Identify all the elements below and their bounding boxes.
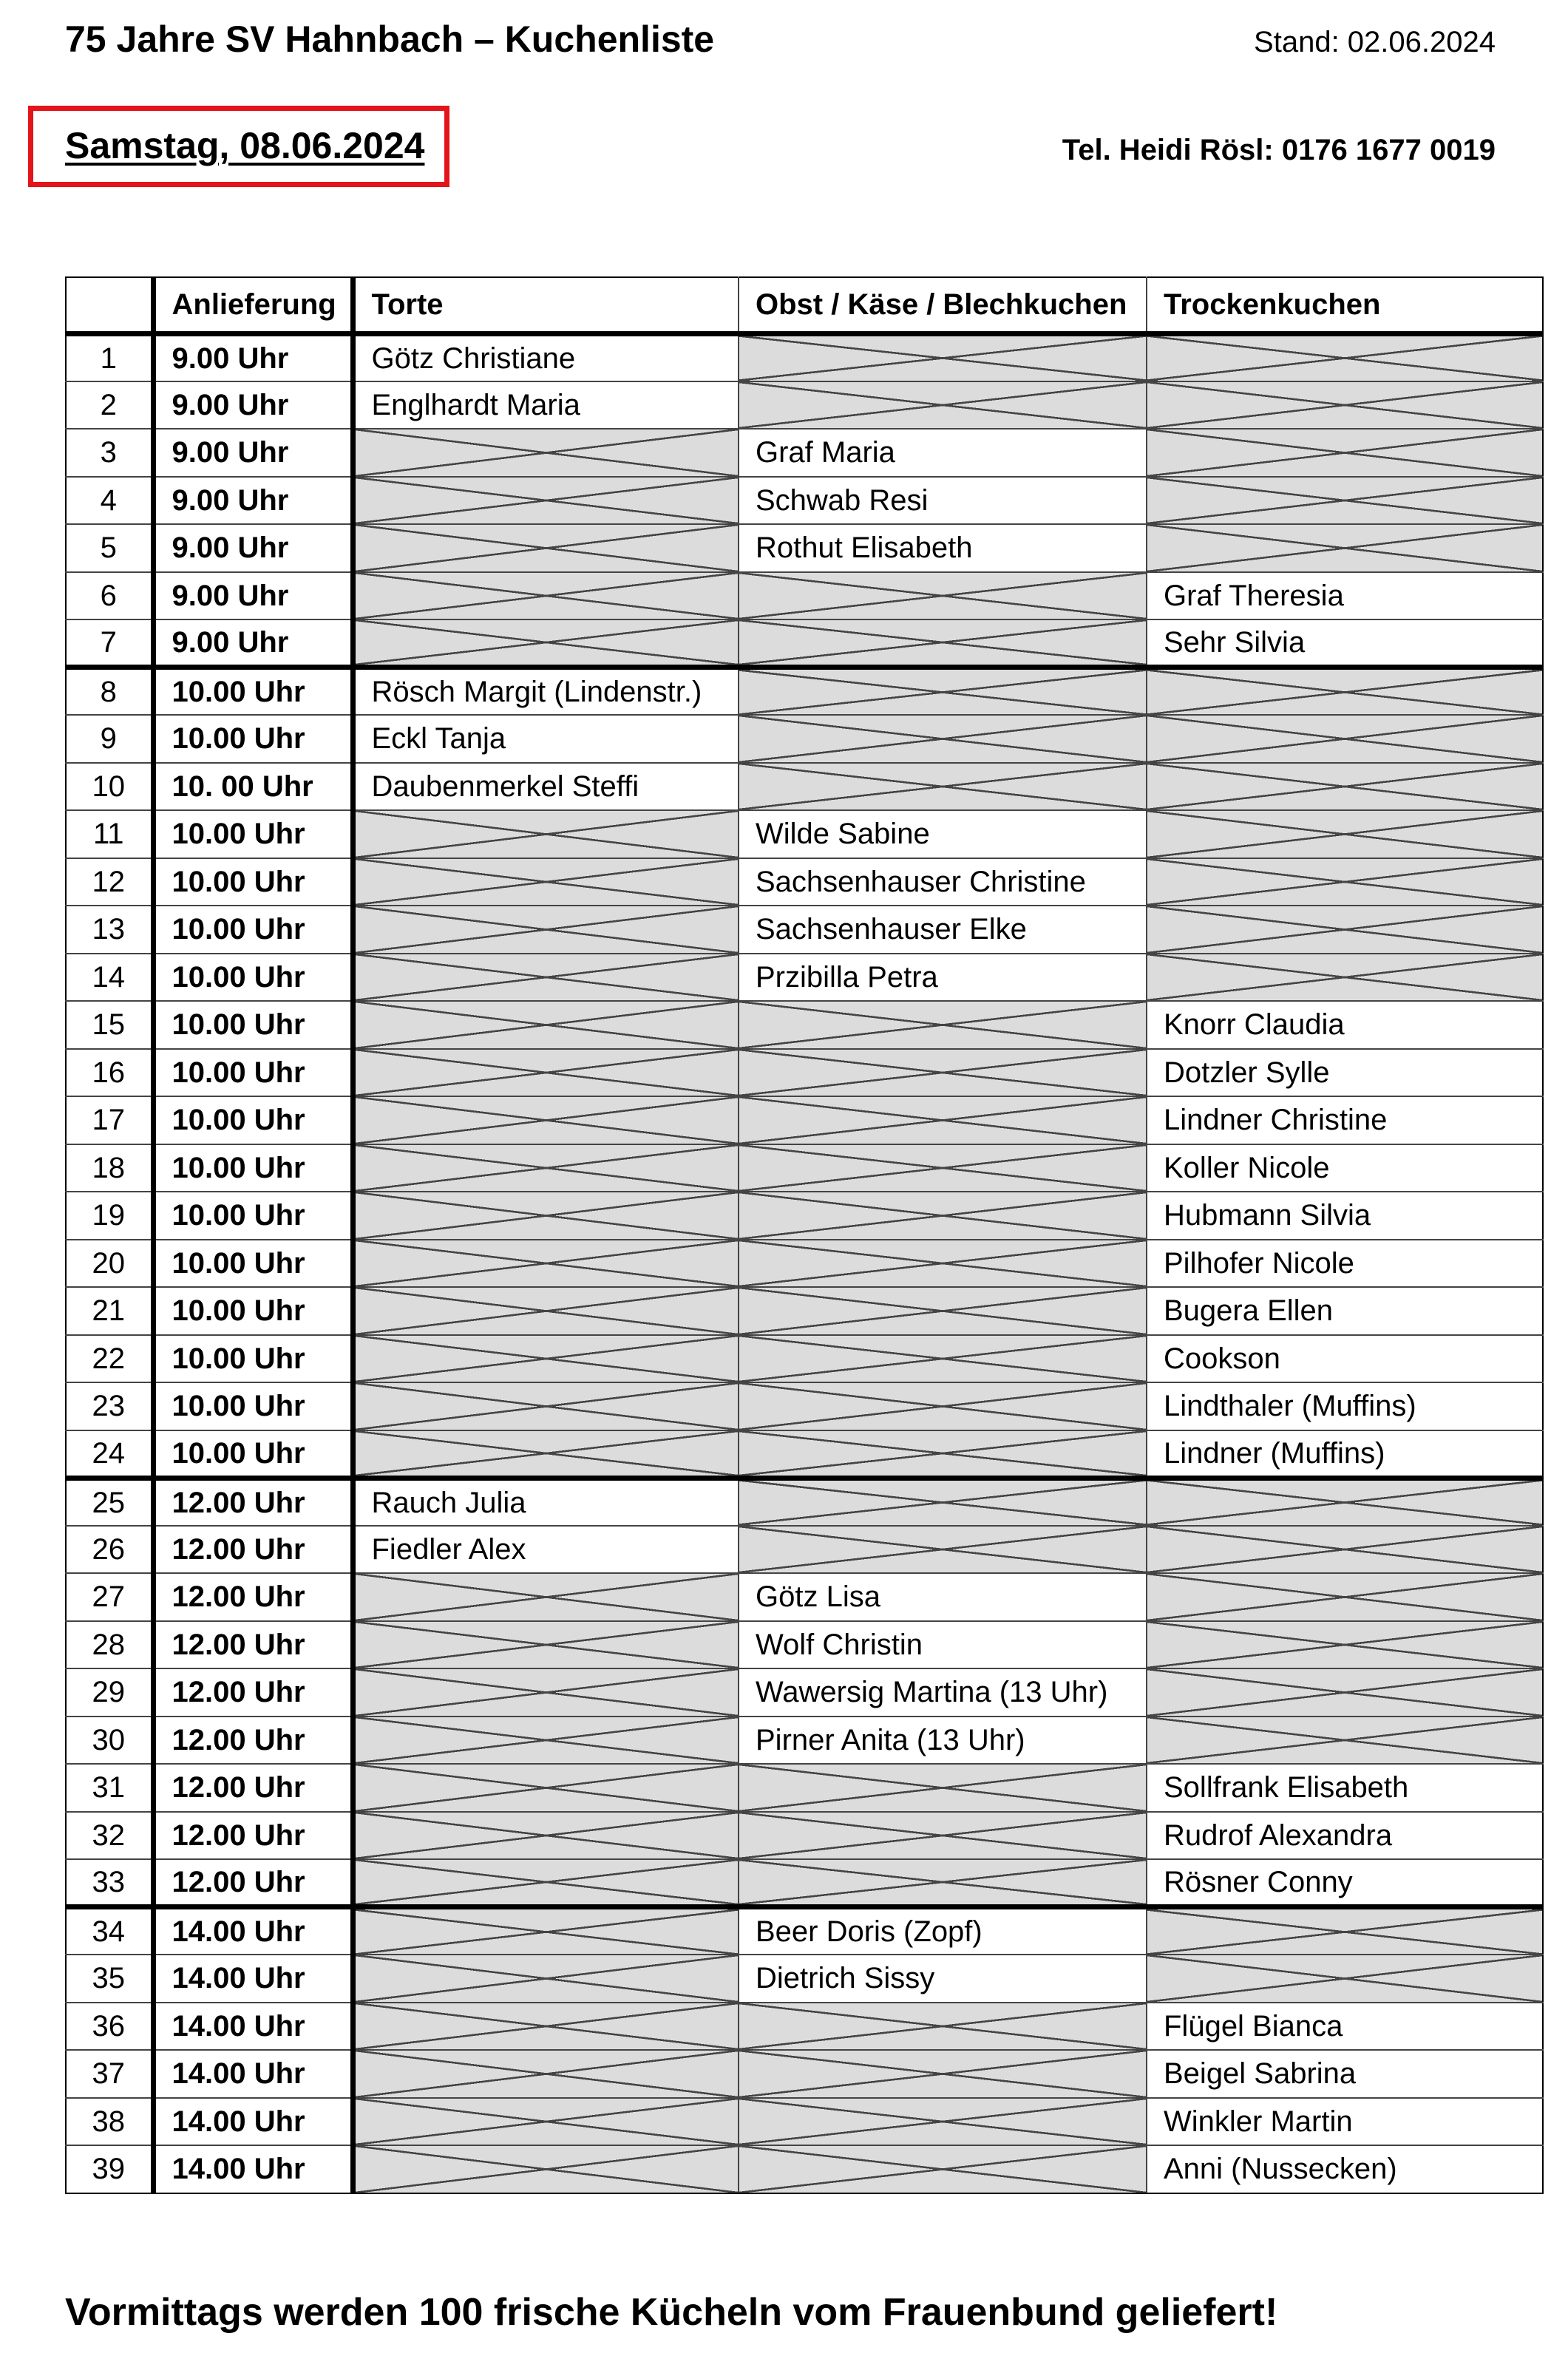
delivery-time: 9.00 Uhr	[153, 429, 353, 477]
delivery-time: 10.00 Uhr	[153, 1144, 353, 1192]
row-number: 12	[66, 858, 153, 906]
row-number: 33	[66, 1859, 153, 1907]
delivery-time: 10.00 Uhr	[153, 1192, 353, 1240]
row-number: 29	[66, 1668, 153, 1717]
delivery-time: 12.00 Uhr	[153, 1859, 353, 1907]
torte-cell: Daubenmerkel Steffi	[353, 763, 739, 811]
row-number: 34	[66, 1907, 153, 1955]
row-number: 32	[66, 1812, 153, 1860]
row-number: 24	[66, 1430, 153, 1478]
obst-cell-crossed	[739, 1812, 1147, 1860]
table-row	[66, 1335, 1543, 1383]
obst-cell-crossed	[739, 1382, 1147, 1430]
torte-cell-crossed	[353, 2145, 739, 2193]
delivery-time: 14.00 Uhr	[153, 2145, 353, 2193]
obst-cell-crossed	[739, 1240, 1147, 1288]
torte-cell-crossed	[353, 1335, 739, 1383]
torte-cell-crossed	[353, 1955, 739, 2003]
torte-cell-crossed	[353, 1240, 739, 1288]
row-number: 20	[66, 1240, 153, 1288]
row-number: 15	[66, 1001, 153, 1049]
delivery-time: 10.00 Uhr	[153, 1001, 353, 1049]
trocken-cell-crossed	[1147, 1668, 1543, 1717]
obst-cell: Schwab Resi	[739, 477, 1147, 525]
footer-note: Vormittags werden 100 frische Kücheln vom Frauenbund geliefert!	[65, 2291, 1278, 2334]
torte-cell-crossed	[353, 810, 739, 858]
table-row	[66, 1430, 1543, 1478]
delivery-time: 12.00 Uhr	[153, 1526, 353, 1574]
obst-cell-crossed	[739, 1335, 1147, 1383]
torte-cell-crossed	[353, 1573, 739, 1621]
obst-cell-crossed	[739, 1049, 1147, 1097]
obst-cell-crossed	[739, 2145, 1147, 2193]
torte-cell: Rösch Margit (Lindenstr.)	[353, 668, 739, 716]
table-row	[66, 1717, 1543, 1765]
table-row	[66, 1907, 1543, 1955]
torte-cell: Englhardt Maria	[353, 381, 739, 429]
trocken-cell-crossed	[1147, 1717, 1543, 1765]
table-row	[66, 1240, 1543, 1288]
delivery-time: 12.00 Uhr	[153, 1812, 353, 1860]
trocken-cell-crossed	[1147, 477, 1543, 525]
table-row	[66, 668, 1543, 716]
row-number: 3	[66, 429, 153, 477]
table-body	[66, 333, 1543, 2193]
obst-cell-crossed	[739, 2098, 1147, 2146]
row-number: 9	[66, 715, 153, 763]
event-date: Samstag, 08.06.2024	[65, 125, 425, 166]
trocken-cell-crossed	[1147, 381, 1543, 429]
delivery-time: 9.00 Uhr	[153, 524, 353, 572]
table-row	[66, 1621, 1543, 1669]
table-row	[66, 381, 1543, 429]
trocken-cell-crossed	[1147, 1907, 1543, 1955]
table-row	[66, 1764, 1543, 1812]
torte-cell-crossed	[353, 1096, 739, 1144]
delivery-time: 14.00 Uhr	[153, 2050, 353, 2098]
row-number: 5	[66, 524, 153, 572]
torte-cell-crossed	[353, 1144, 739, 1192]
trocken-cell-crossed	[1147, 1573, 1543, 1621]
trocken-cell-crossed	[1147, 954, 1543, 1002]
table-row	[66, 1382, 1543, 1430]
trocken-cell: Flügel Bianca	[1147, 2003, 1543, 2051]
delivery-time: 9.00 Uhr	[153, 619, 353, 668]
trocken-cell-crossed	[1147, 858, 1543, 906]
row-number: 26	[66, 1526, 153, 1574]
row-number: 23	[66, 1382, 153, 1430]
obst-cell-crossed	[739, 1287, 1147, 1335]
table-row	[66, 906, 1543, 954]
table-header-row	[66, 277, 1543, 333]
table-row	[66, 333, 1543, 381]
table-row	[66, 1478, 1543, 1526]
table-row	[66, 1192, 1543, 1240]
row-number: 38	[66, 2098, 153, 2146]
table-row	[66, 477, 1543, 525]
torte-cell-crossed	[353, 524, 739, 572]
table-row	[66, 810, 1543, 858]
obst-cell: Graf Maria	[739, 429, 1147, 477]
delivery-time: 10.00 Uhr	[153, 715, 353, 763]
delivery-time: 14.00 Uhr	[153, 1955, 353, 2003]
trocken-cell: Winkler Martin	[1147, 2098, 1543, 2146]
obst-cell-crossed	[739, 1001, 1147, 1049]
obst-cell-crossed	[739, 1430, 1147, 1478]
table-row	[66, 763, 1543, 811]
delivery-time: 9.00 Uhr	[153, 477, 353, 525]
table-row	[66, 1096, 1543, 1144]
delivery-time: 9.00 Uhr	[153, 333, 353, 381]
table-row	[66, 2145, 1543, 2193]
row-number: 11	[66, 810, 153, 858]
trocken-cell: Anni (Nussecken)	[1147, 2145, 1543, 2193]
obst-cell: Wolf Christin	[739, 1621, 1147, 1669]
obst-cell: Rothut Elisabeth	[739, 524, 1147, 572]
row-number: 19	[66, 1192, 153, 1240]
torte-cell-crossed	[353, 619, 739, 668]
delivery-time: 10.00 Uhr	[153, 1096, 353, 1144]
trocken-cell: Bugera Ellen	[1147, 1287, 1543, 1335]
obst-cell-crossed	[739, 1859, 1147, 1907]
delivery-time: 10.00 Uhr	[153, 1240, 353, 1288]
torte-cell-crossed	[353, 954, 739, 1002]
table-row	[66, 1955, 1543, 2003]
obst-cell-crossed	[739, 381, 1147, 429]
column-header-delivery: Anlieferung	[153, 277, 353, 333]
delivery-time: 12.00 Uhr	[153, 1764, 353, 1812]
table-row	[66, 1812, 1543, 1860]
trocken-cell-crossed	[1147, 1621, 1543, 1669]
table-row	[66, 429, 1543, 477]
obst-cell-crossed	[739, 1764, 1147, 1812]
obst-cell-crossed	[739, 1192, 1147, 1240]
obst-cell: Sachsenhauser Christine	[739, 858, 1147, 906]
trocken-cell: Graf Theresia	[1147, 572, 1543, 620]
obst-cell-crossed	[739, 619, 1147, 668]
row-number: 6	[66, 572, 153, 620]
row-number: 14	[66, 954, 153, 1002]
table-row	[66, 1859, 1543, 1907]
row-number: 18	[66, 1144, 153, 1192]
torte-cell-crossed	[353, 2003, 739, 2051]
delivery-time: 10.00 Uhr	[153, 1335, 353, 1383]
table-row	[66, 2098, 1543, 2146]
torte-cell: Rauch Julia	[353, 1478, 739, 1526]
trocken-cell-crossed	[1147, 429, 1543, 477]
trocken-cell: Knorr Claudia	[1147, 1001, 1543, 1049]
obst-cell-crossed	[739, 1526, 1147, 1574]
torte-cell-crossed	[353, 477, 739, 525]
delivery-time: 10.00 Uhr	[153, 954, 353, 1002]
delivery-time: 10.00 Uhr	[153, 906, 353, 954]
table-row	[66, 1573, 1543, 1621]
column-header-torte: Torte	[353, 277, 739, 333]
row-number: 27	[66, 1573, 153, 1621]
row-number: 17	[66, 1096, 153, 1144]
delivery-time: 10.00 Uhr	[153, 810, 353, 858]
table-row	[66, 858, 1543, 906]
trocken-cell: Dotzler Sylle	[1147, 1049, 1543, 1097]
cake-table	[65, 276, 1544, 2194]
trocken-cell: Sehr Silvia	[1147, 619, 1543, 668]
row-number: 28	[66, 1621, 153, 1669]
delivery-time: 9.00 Uhr	[153, 381, 353, 429]
trocken-cell-crossed	[1147, 906, 1543, 954]
trocken-cell: Cookson	[1147, 1335, 1543, 1383]
torte-cell: Fiedler Alex	[353, 1526, 739, 1574]
row-number: 7	[66, 619, 153, 668]
torte-cell: Eckl Tanja	[353, 715, 739, 763]
obst-cell-crossed	[739, 668, 1147, 716]
obst-cell-crossed	[739, 715, 1147, 763]
row-number: 8	[66, 668, 153, 716]
obst-cell: Przibilla Petra	[739, 954, 1147, 1002]
delivery-time: 10.00 Uhr	[153, 1430, 353, 1478]
torte-cell-crossed	[353, 1192, 739, 1240]
torte-cell-crossed	[353, 1717, 739, 1765]
trocken-cell: Lindthaler (Muffins)	[1147, 1382, 1543, 1430]
delivery-time: 10.00 Uhr	[153, 1382, 353, 1430]
row-number: 31	[66, 1764, 153, 1812]
table-row	[66, 954, 1543, 1002]
obst-cell-crossed	[739, 1144, 1147, 1192]
torte-cell-crossed	[353, 1764, 739, 1812]
trocken-cell-crossed	[1147, 1526, 1543, 1574]
torte-cell-crossed	[353, 2098, 739, 2146]
obst-cell: Dietrich Sissy	[739, 1955, 1147, 2003]
trocken-cell: Lindner (Muffins)	[1147, 1430, 1543, 1478]
trocken-cell-crossed	[1147, 810, 1543, 858]
trocken-cell-crossed	[1147, 524, 1543, 572]
table-row	[66, 1001, 1543, 1049]
torte-cell-crossed	[353, 1382, 739, 1430]
torte-cell-crossed	[353, 1859, 739, 1907]
torte-cell-crossed	[353, 572, 739, 620]
row-number: 25	[66, 1478, 153, 1526]
table-row	[66, 1144, 1543, 1192]
torte-cell-crossed	[353, 1621, 739, 1669]
row-number: 37	[66, 2050, 153, 2098]
obst-cell-crossed	[739, 1096, 1147, 1144]
trocken-cell-crossed	[1147, 1478, 1543, 1526]
delivery-time: 12.00 Uhr	[153, 1717, 353, 1765]
trocken-cell: Sollfrank Elisabeth	[1147, 1764, 1543, 1812]
delivery-time: 14.00 Uhr	[153, 2098, 353, 2146]
trocken-cell: Koller Nicole	[1147, 1144, 1543, 1192]
table-row	[66, 1526, 1543, 1574]
trocken-cell: Rudrof Alexandra	[1147, 1812, 1543, 1860]
table-row	[66, 2050, 1543, 2098]
torte-cell-crossed	[353, 1049, 739, 1097]
obst-cell-crossed	[739, 572, 1147, 620]
row-number: 36	[66, 2003, 153, 2051]
trocken-cell-crossed	[1147, 333, 1543, 381]
column-header-trocken: Trockenkuchen	[1147, 277, 1543, 333]
obst-cell: Pirner Anita (13 Uhr)	[739, 1717, 1147, 1765]
row-number: 4	[66, 477, 153, 525]
trocken-cell-crossed	[1147, 668, 1543, 716]
table-row	[66, 1287, 1543, 1335]
contact-phone: Tel. Heidi Rösl: 0176 1677 0019	[1062, 134, 1496, 166]
table-row	[66, 524, 1543, 572]
delivery-time: 14.00 Uhr	[153, 2003, 353, 2051]
delivery-time: 12.00 Uhr	[153, 1668, 353, 1717]
column-header-obst: Obst / Käse / Blechkuchen	[739, 277, 1147, 333]
delivery-time: 12.00 Uhr	[153, 1621, 353, 1669]
obst-cell-crossed	[739, 333, 1147, 381]
table-row	[66, 1049, 1543, 1097]
delivery-time: 10.00 Uhr	[153, 668, 353, 716]
trocken-cell: Pilhofer Nicole	[1147, 1240, 1543, 1288]
obst-cell: Wilde Sabine	[739, 810, 1147, 858]
torte-cell: Götz Christiane	[353, 333, 739, 381]
table-row	[66, 2003, 1543, 2051]
row-number: 16	[66, 1049, 153, 1097]
obst-cell-crossed	[739, 763, 1147, 811]
torte-cell-crossed	[353, 2050, 739, 2098]
trocken-cell-crossed	[1147, 1955, 1543, 2003]
row-number: 13	[66, 906, 153, 954]
row-number: 39	[66, 2145, 153, 2193]
torte-cell-crossed	[353, 1812, 739, 1860]
stand-date: Stand: 02.06.2024	[1254, 26, 1496, 58]
trocken-cell-crossed	[1147, 715, 1543, 763]
obst-cell-crossed	[739, 2003, 1147, 2051]
delivery-time: 10.00 Uhr	[153, 858, 353, 906]
obst-cell-crossed	[739, 1478, 1147, 1526]
torte-cell-crossed	[353, 1430, 739, 1478]
row-number: 10	[66, 763, 153, 811]
obst-cell: Beer Doris (Zopf)	[739, 1907, 1147, 1955]
torte-cell-crossed	[353, 906, 739, 954]
row-number: 2	[66, 381, 153, 429]
delivery-time: 10.00 Uhr	[153, 1287, 353, 1335]
table-row	[66, 715, 1543, 763]
trocken-cell: Rösner Conny	[1147, 1859, 1543, 1907]
delivery-time: 10. 00 Uhr	[153, 763, 353, 811]
obst-cell-crossed	[739, 2050, 1147, 2098]
row-number: 30	[66, 1717, 153, 1765]
row-number: 22	[66, 1335, 153, 1383]
document-title: 75 Jahre SV Hahnbach – Kuchenliste	[65, 18, 715, 60]
table-row	[66, 619, 1543, 668]
table-row	[66, 1668, 1543, 1717]
delivery-time: 12.00 Uhr	[153, 1573, 353, 1621]
torte-cell-crossed	[353, 1001, 739, 1049]
column-header-number	[66, 277, 153, 333]
delivery-time: 9.00 Uhr	[153, 572, 353, 620]
row-number: 35	[66, 1955, 153, 2003]
delivery-time: 12.00 Uhr	[153, 1478, 353, 1526]
row-number: 21	[66, 1287, 153, 1335]
torte-cell-crossed	[353, 1668, 739, 1717]
torte-cell-crossed	[353, 1907, 739, 1955]
obst-cell: Götz Lisa	[739, 1573, 1147, 1621]
delivery-time: 14.00 Uhr	[153, 1907, 353, 1955]
trocken-cell: Hubmann Silvia	[1147, 1192, 1543, 1240]
obst-cell: Sachsenhauser Elke	[739, 906, 1147, 954]
torte-cell-crossed	[353, 1287, 739, 1335]
obst-cell: Wawersig Martina (13 Uhr)	[739, 1668, 1147, 1717]
table-row	[66, 572, 1543, 620]
trocken-cell: Beigel Sabrina	[1147, 2050, 1543, 2098]
delivery-time: 10.00 Uhr	[153, 1049, 353, 1097]
trocken-cell: Lindner Christine	[1147, 1096, 1543, 1144]
torte-cell-crossed	[353, 429, 739, 477]
torte-cell-crossed	[353, 858, 739, 906]
row-number: 1	[66, 333, 153, 381]
trocken-cell-crossed	[1147, 763, 1543, 811]
